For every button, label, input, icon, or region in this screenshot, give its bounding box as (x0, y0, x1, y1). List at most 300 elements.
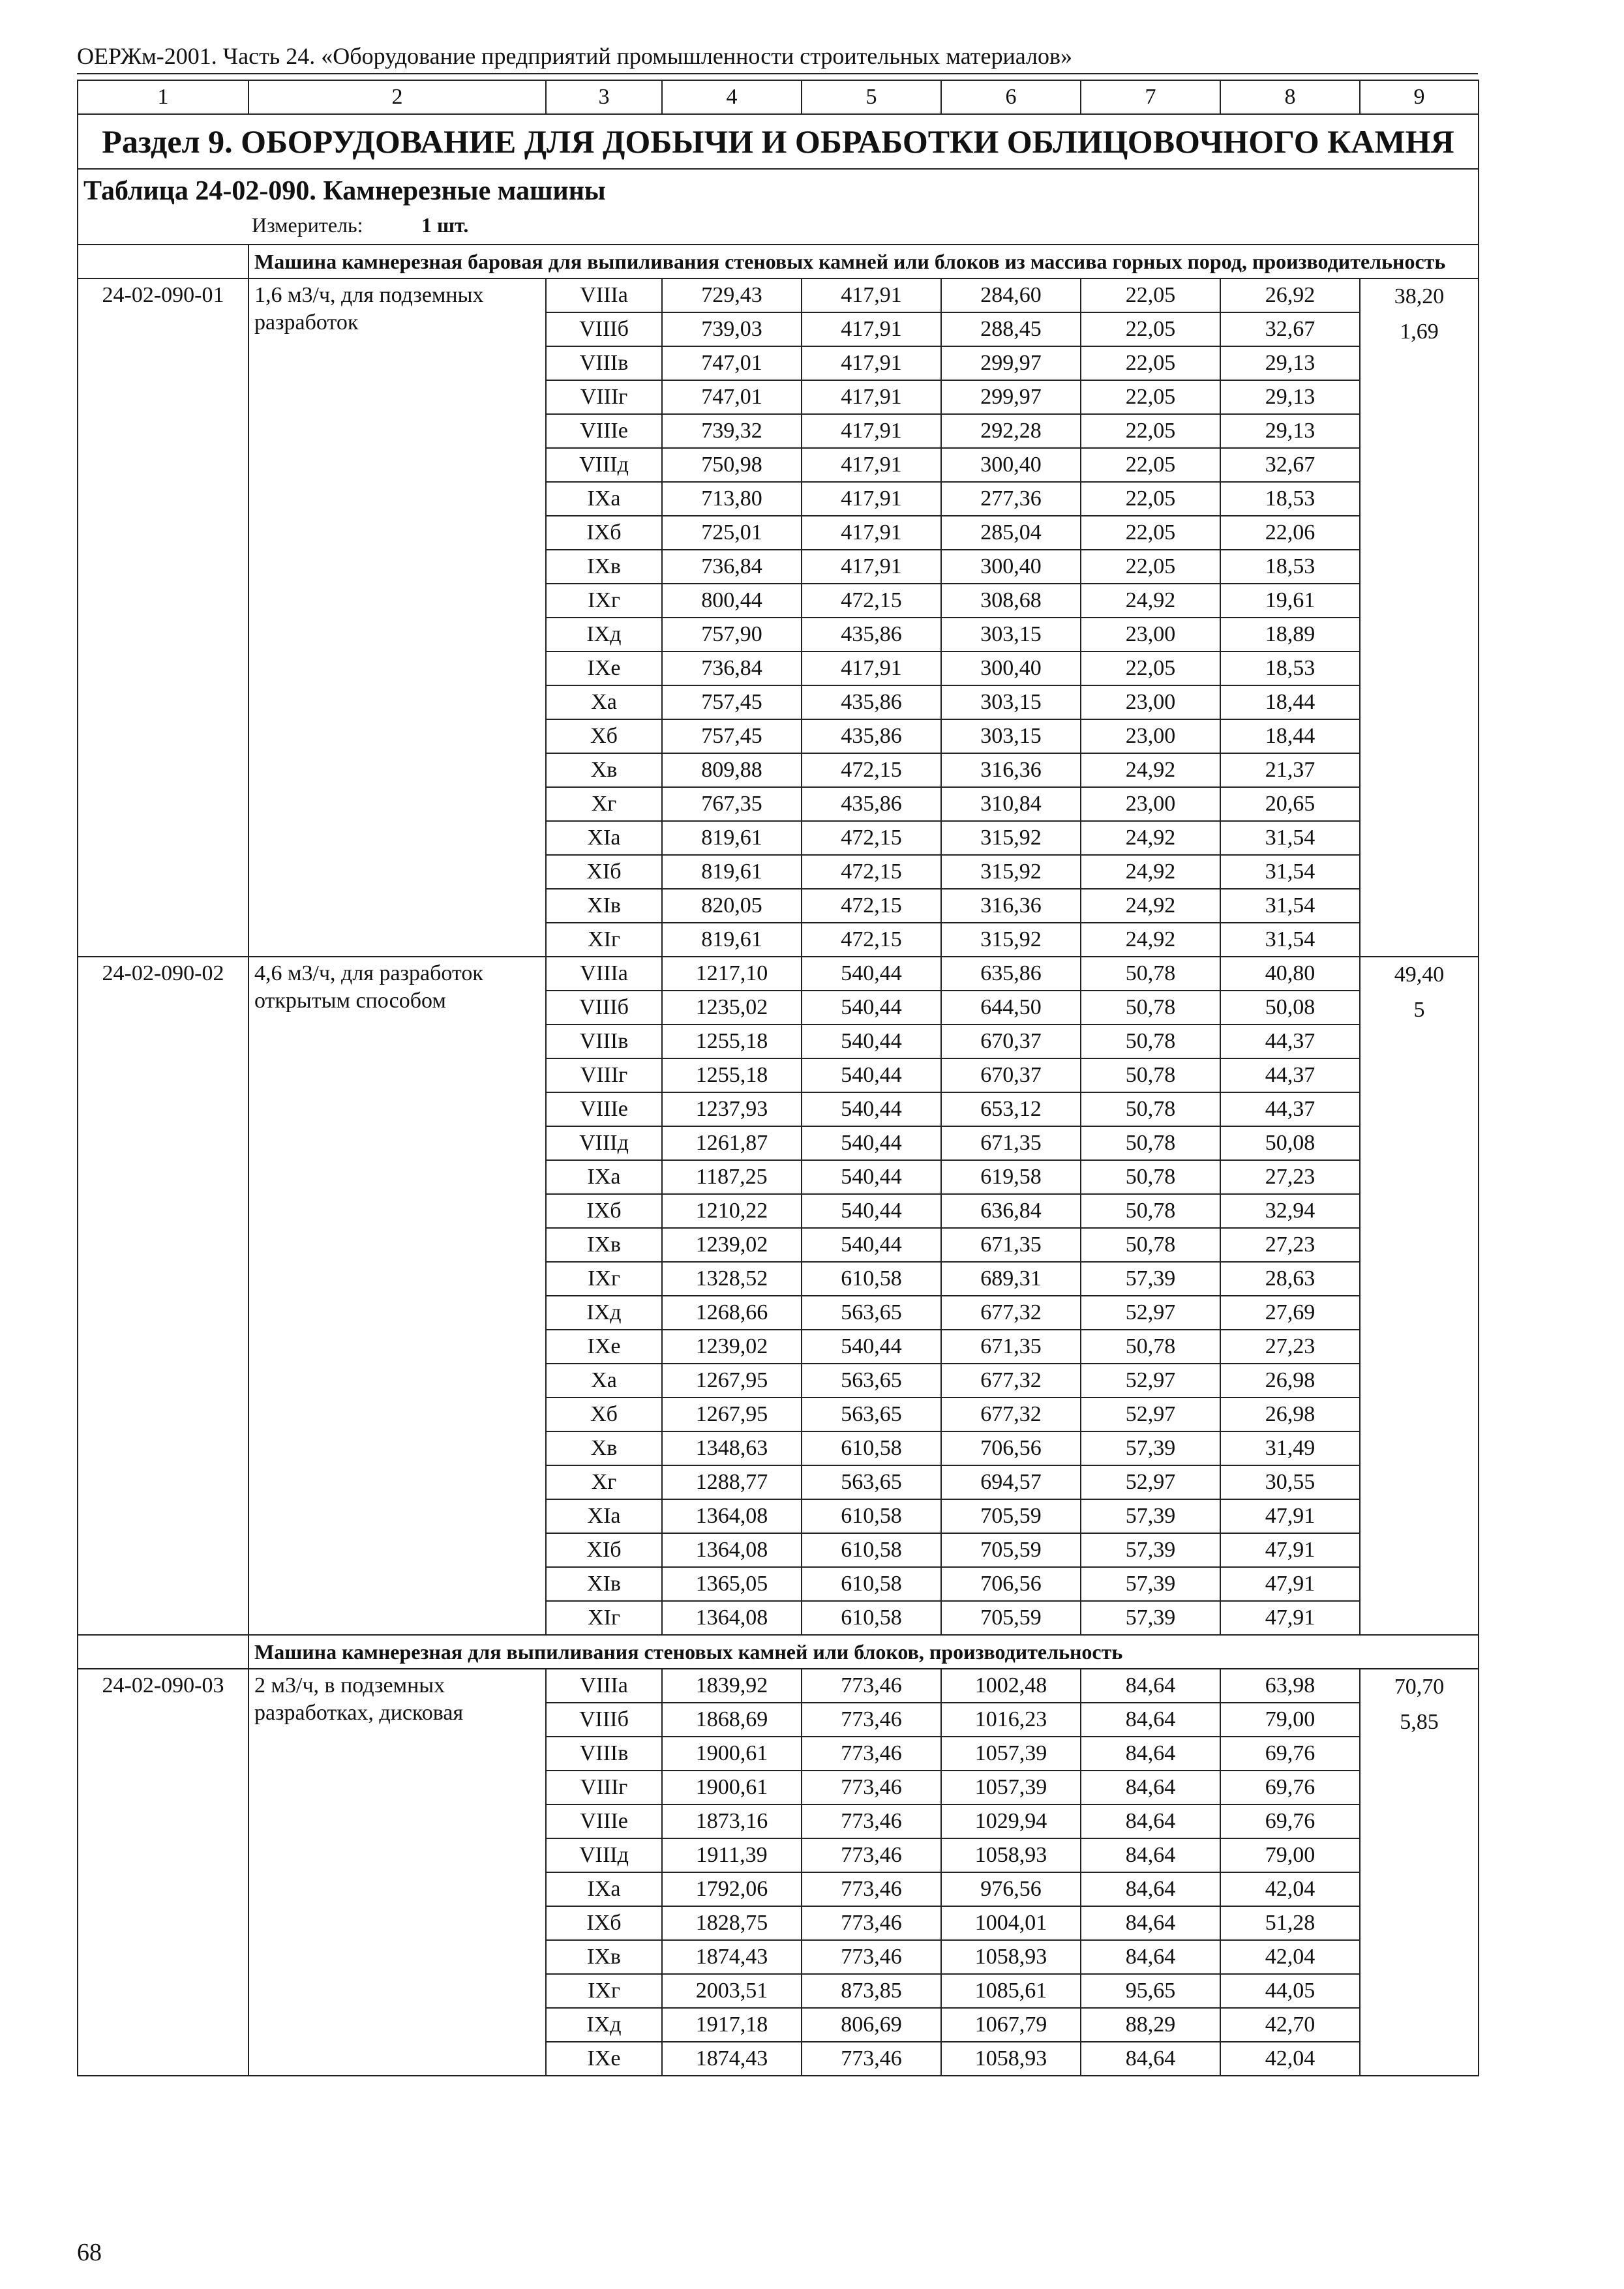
price-cell: 84,64 (1081, 1771, 1220, 1804)
price-cell: 22,05 (1081, 414, 1220, 448)
rock-category: VIIIа (546, 1669, 662, 1703)
price-cell: 44,37 (1220, 1092, 1360, 1126)
price-cell: 84,64 (1081, 1872, 1220, 1906)
price-cell: 52,97 (1081, 1398, 1220, 1431)
price-cell: 417,91 (802, 651, 941, 685)
price-cell: 20,65 (1220, 787, 1360, 821)
price-cell: 23,00 (1081, 685, 1220, 719)
rock-category: IXб (546, 1906, 662, 1940)
price-cell: 1210,22 (662, 1194, 802, 1228)
price-cell: 736,84 (662, 550, 802, 584)
table-title-row (78, 169, 1479, 210)
price-cell: 57,39 (1081, 1601, 1220, 1635)
price-cell: 69,76 (1220, 1771, 1360, 1804)
group-heading: Машина камнерезная для выпиливания стеновых камней или блоков, производительность (248, 1635, 1479, 1669)
price-cell: 1873,16 (662, 1804, 802, 1838)
price-cell: 610,58 (802, 1431, 941, 1465)
price-cell: 1911,39 (662, 1838, 802, 1872)
price-cell: 540,44 (802, 1092, 941, 1126)
price-cell: 42,04 (1220, 1872, 1360, 1906)
price-cell: 63,98 (1220, 1669, 1360, 1703)
column-9-value: 38,20 (1394, 284, 1445, 308)
rock-category: VIIIб (546, 991, 662, 1025)
price-cell: 739,32 (662, 414, 802, 448)
price-cell: 50,78 (1081, 1058, 1220, 1092)
price-cell: 540,44 (802, 1160, 941, 1194)
rock-category: IXв (546, 1940, 662, 1974)
price-cell: 739,03 (662, 312, 802, 346)
price-cell: 315,92 (941, 821, 1081, 855)
rock-category: VIIIд (546, 448, 662, 482)
price-cell: 31,54 (1220, 821, 1360, 855)
rock-category: Xг (546, 1465, 662, 1499)
price-cell: 1267,95 (662, 1364, 802, 1398)
price-cell: 47,91 (1220, 1567, 1360, 1601)
price-cell: 21,37 (1220, 753, 1360, 787)
price-cell: 677,32 (941, 1398, 1081, 1431)
price-cell: 472,15 (802, 821, 941, 855)
group-heading-row (78, 1635, 1479, 1669)
rock-category: XIв (546, 1567, 662, 1601)
price-cell: 773,46 (802, 1703, 941, 1737)
price-cell: 26,98 (1220, 1364, 1360, 1398)
price-cell: 57,39 (1081, 1262, 1220, 1296)
price-cell: 540,44 (802, 1025, 941, 1058)
rock-category: VIIIб (546, 1703, 662, 1737)
price-cell: 79,00 (1220, 1838, 1360, 1872)
item-code: 24-02-090-02 (78, 957, 248, 1635)
price-cell: 1255,18 (662, 1058, 802, 1092)
price-cell: 653,12 (941, 1092, 1081, 1126)
price-cell: 773,46 (802, 1771, 941, 1804)
rock-category: IXд (546, 2008, 662, 2042)
price-cell: 95,65 (1081, 1974, 1220, 2008)
price-cell: 24,92 (1081, 753, 1220, 787)
price-cell: 50,78 (1081, 1160, 1220, 1194)
price-cell: 976,56 (941, 1872, 1081, 1906)
price-cell: 47,91 (1220, 1499, 1360, 1533)
price-cell: 435,86 (802, 719, 941, 753)
price-cell: 540,44 (802, 957, 941, 991)
rock-category: VIIIа (546, 278, 662, 312)
rock-category: Xв (546, 1431, 662, 1465)
price-cell: 1067,79 (941, 2008, 1081, 2042)
column-number: 7 (1081, 80, 1220, 114)
price-cell: 22,05 (1081, 448, 1220, 482)
price-cell: 24,92 (1081, 584, 1220, 618)
price-cell: 300,40 (941, 651, 1081, 685)
price-cell: 308,68 (941, 584, 1081, 618)
price-cell: 50,78 (1081, 1025, 1220, 1058)
price-cell: 1917,18 (662, 2008, 802, 2042)
price-cell: 417,91 (802, 278, 941, 312)
rock-category: XIа (546, 821, 662, 855)
price-cell: 47,91 (1220, 1601, 1360, 1635)
column-9-values (1360, 957, 1479, 1635)
price-cell: 292,28 (941, 414, 1081, 448)
price-cell: 22,05 (1081, 482, 1220, 516)
rock-category: Xг (546, 787, 662, 821)
price-cell: 84,64 (1081, 1804, 1220, 1838)
rock-category: IXг (546, 1974, 662, 2008)
price-cell: 706,56 (941, 1567, 1081, 1601)
price-cell: 42,04 (1220, 2042, 1360, 2076)
price-cell: 84,64 (1081, 2042, 1220, 2076)
rock-category: VIIIд (546, 1126, 662, 1160)
rock-category: IXа (546, 1872, 662, 1906)
price-cell: 1900,61 (662, 1737, 802, 1771)
price-cell: 22,06 (1220, 516, 1360, 550)
item-description: 1,6 м3/ч, для подземных разработок (248, 278, 546, 957)
column-number: 3 (546, 80, 662, 114)
price-cell: 736,84 (662, 651, 802, 685)
item-code: 24-02-090-01 (78, 278, 248, 957)
price-cell: 1828,75 (662, 1906, 802, 1940)
price-cell: 563,65 (802, 1398, 941, 1431)
price-cell: 671,35 (941, 1126, 1081, 1160)
rock-category: VIIIд (546, 1838, 662, 1872)
rock-category: VIIIг (546, 1771, 662, 1804)
price-cell: 1085,61 (941, 1974, 1081, 2008)
rock-category: XIг (546, 923, 662, 957)
rock-category: VIIIг (546, 380, 662, 414)
price-cell: 310,84 (941, 787, 1081, 821)
price-cell: 69,76 (1220, 1737, 1360, 1771)
price-cell: 417,91 (802, 448, 941, 482)
price-cell: 288,45 (941, 312, 1081, 346)
price-cell: 50,78 (1081, 991, 1220, 1025)
item-description: 2 м3/ч, в подземных разработках, дисковая (248, 1669, 546, 2076)
price-cell: 1239,02 (662, 1330, 802, 1364)
price-cell: 1364,08 (662, 1601, 802, 1635)
price-cell: 417,91 (802, 414, 941, 448)
price-cell: 417,91 (802, 482, 941, 516)
price-cell: 31,54 (1220, 855, 1360, 889)
price-cell: 1267,95 (662, 1398, 802, 1431)
price-cell: 303,15 (941, 719, 1081, 753)
price-cell: 1364,08 (662, 1499, 802, 1533)
rock-category: IXд (546, 618, 662, 651)
meter (78, 210, 1479, 245)
price-cell: 540,44 (802, 1058, 941, 1092)
price-cell: 619,58 (941, 1160, 1081, 1194)
price-cell: 22,05 (1081, 312, 1220, 346)
price-cell: 563,65 (802, 1364, 941, 1398)
price-cell: 52,97 (1081, 1296, 1220, 1330)
price-cell: 285,04 (941, 516, 1081, 550)
column-9-value: 70,70 (1394, 1675, 1445, 1699)
price-cell: 24,92 (1081, 821, 1220, 855)
price-cell: 806,69 (802, 2008, 941, 2042)
price-cell: 24,92 (1081, 889, 1220, 923)
price-cell: 610,58 (802, 1567, 941, 1601)
column-number: 4 (662, 80, 802, 114)
price-cell: 2003,51 (662, 1974, 802, 2008)
price-cell: 18,44 (1220, 719, 1360, 753)
price-cell: 316,36 (941, 753, 1081, 787)
price-cell: 40,80 (1220, 957, 1360, 991)
price-cell: 22,05 (1081, 550, 1220, 584)
price-cell: 472,15 (802, 855, 941, 889)
price-cell: 435,86 (802, 787, 941, 821)
group-heading-row (78, 245, 1479, 278)
price-cell: 57,39 (1081, 1499, 1220, 1533)
rock-category: IXе (546, 2042, 662, 2076)
price-cell: 26,98 (1220, 1398, 1360, 1431)
price-cell: 30,55 (1220, 1465, 1360, 1499)
price-cell: 24,92 (1081, 923, 1220, 957)
header-rule (77, 73, 1478, 74)
price-cell: 57,39 (1081, 1533, 1220, 1567)
column-number: 8 (1220, 80, 1360, 114)
price-cell: 1792,06 (662, 1872, 802, 1906)
price-cell: 1365,05 (662, 1567, 802, 1601)
price-cell: 767,35 (662, 787, 802, 821)
price-cell: 820,05 (662, 889, 802, 923)
price-cell: 705,59 (941, 1533, 1081, 1567)
rock-category: VIIIв (546, 1025, 662, 1058)
price-cell: 705,59 (941, 1601, 1081, 1635)
price-cell: 1002,48 (941, 1669, 1081, 1703)
column-9-value: 49,40 (1394, 963, 1445, 987)
price-cell: 29,13 (1220, 380, 1360, 414)
price-cell: 1288,77 (662, 1465, 802, 1499)
price-cell: 670,37 (941, 1025, 1081, 1058)
price-cell: 50,78 (1081, 957, 1220, 991)
price-cell: 705,59 (941, 1499, 1081, 1533)
section-title-row (78, 114, 1479, 169)
price-cell: 800,44 (662, 584, 802, 618)
price-cell: 694,57 (941, 1465, 1081, 1499)
rates-table (77, 80, 1479, 2076)
meter-row (78, 210, 1479, 245)
price-cell: 299,97 (941, 346, 1081, 380)
price-cell: 671,35 (941, 1330, 1081, 1364)
price-cell: 31,54 (1220, 923, 1360, 957)
rock-category: IXв (546, 1228, 662, 1262)
price-cell: 44,37 (1220, 1058, 1360, 1092)
price-cell: 29,13 (1220, 414, 1360, 448)
price-cell: 50,78 (1081, 1126, 1220, 1160)
price-cell: 42,04 (1220, 1940, 1360, 1974)
blank-cell (78, 1635, 248, 1669)
price-cell: 563,65 (802, 1465, 941, 1499)
price-cell: 1058,93 (941, 1838, 1081, 1872)
rock-category: XIб (546, 855, 662, 889)
price-cell: 1255,18 (662, 1025, 802, 1058)
price-cell: 27,23 (1220, 1330, 1360, 1364)
price-cell: 671,35 (941, 1228, 1081, 1262)
rock-category: IXб (546, 516, 662, 550)
price-cell: 31,54 (1220, 889, 1360, 923)
price-cell: 435,86 (802, 618, 941, 651)
price-cell: 636,84 (941, 1194, 1081, 1228)
price-cell: 1874,43 (662, 2042, 802, 2076)
price-cell: 88,29 (1081, 2008, 1220, 2042)
price-cell: 706,56 (941, 1431, 1081, 1465)
column-9-value: 5 (1413, 998, 1425, 1022)
price-cell: 18,53 (1220, 550, 1360, 584)
price-cell: 1874,43 (662, 1940, 802, 1974)
price-cell: 300,40 (941, 550, 1081, 584)
group-heading: Машина камнерезная баровая для выпиливания стеновых камней или блоков из массива горных пород, производительность (248, 245, 1479, 278)
price-cell: 24,92 (1081, 855, 1220, 889)
price-cell: 1235,02 (662, 991, 802, 1025)
price-cell: 472,15 (802, 889, 941, 923)
price-cell: 315,92 (941, 855, 1081, 889)
price-cell: 417,91 (802, 346, 941, 380)
price-cell: 50,08 (1220, 991, 1360, 1025)
price-cell: 50,78 (1081, 1228, 1220, 1262)
price-cell: 1217,10 (662, 957, 802, 991)
price-cell: 18,53 (1220, 651, 1360, 685)
price-cell: 725,01 (662, 516, 802, 550)
column-number: 5 (802, 80, 941, 114)
price-cell: 540,44 (802, 1228, 941, 1262)
price-cell: 27,23 (1220, 1160, 1360, 1194)
price-cell: 713,80 (662, 482, 802, 516)
price-cell: 315,92 (941, 923, 1081, 957)
price-cell: 84,64 (1081, 1838, 1220, 1872)
price-cell: 1261,87 (662, 1126, 802, 1160)
price-cell: 29,13 (1220, 346, 1360, 380)
price-cell: 303,15 (941, 618, 1081, 651)
page-header: ОЕРЖм-2001. Часть 24. «Оборудование предприятий промышленности строительных материалов» (77, 43, 1073, 69)
price-cell: 873,85 (802, 1974, 941, 2008)
rock-category: VIIIг (546, 1058, 662, 1092)
price-cell: 773,46 (802, 1737, 941, 1771)
price-cell: 1057,39 (941, 1737, 1081, 1771)
rock-category: XIг (546, 1601, 662, 1635)
rock-category: VIIIб (546, 312, 662, 346)
price-cell: 22,05 (1081, 278, 1220, 312)
price-cell: 417,91 (802, 380, 941, 414)
rock-category: IXг (546, 584, 662, 618)
meter-label: Измеритель: (252, 213, 363, 237)
price-cell: 689,31 (941, 1262, 1081, 1296)
price-cell: 44,05 (1220, 1974, 1360, 2008)
price-cell: 1058,93 (941, 1940, 1081, 1974)
price-cell: 27,69 (1220, 1296, 1360, 1330)
price-cell: 50,78 (1081, 1330, 1220, 1364)
column-9-value: 5,85 (1400, 1710, 1439, 1734)
price-cell: 1900,61 (662, 1771, 802, 1804)
price-cell: 22,05 (1081, 516, 1220, 550)
price-cell: 27,23 (1220, 1228, 1360, 1262)
price-cell: 47,91 (1220, 1533, 1360, 1567)
price-cell: 773,46 (802, 1669, 941, 1703)
price-cell: 22,05 (1081, 346, 1220, 380)
rock-category: VIIIе (546, 414, 662, 448)
meter-unit: 1 шт. (421, 213, 469, 237)
price-cell: 773,46 (802, 1838, 941, 1872)
rock-category: XIв (546, 889, 662, 923)
rock-category: Xб (546, 719, 662, 753)
rock-category: IXд (546, 1296, 662, 1330)
price-cell: 22,05 (1081, 651, 1220, 685)
price-cell: 19,61 (1220, 584, 1360, 618)
price-cell: 23,00 (1081, 719, 1220, 753)
page-number: 68 (77, 2239, 102, 2266)
price-cell: 1268,66 (662, 1296, 802, 1330)
price-cell: 32,67 (1220, 448, 1360, 482)
rock-category: VIIIе (546, 1092, 662, 1126)
price-cell: 472,15 (802, 923, 941, 957)
price-cell: 84,64 (1081, 1669, 1220, 1703)
price-cell: 757,90 (662, 618, 802, 651)
price-cell: 26,92 (1220, 278, 1360, 312)
price-cell: 757,45 (662, 685, 802, 719)
price-cell: 472,15 (802, 584, 941, 618)
price-cell: 747,01 (662, 380, 802, 414)
price-cell: 809,88 (662, 753, 802, 787)
price-cell: 747,01 (662, 346, 802, 380)
price-cell: 773,46 (802, 2042, 941, 2076)
price-cell: 417,91 (802, 550, 941, 584)
price-cell: 69,76 (1220, 1804, 1360, 1838)
table-row (78, 1669, 1479, 1703)
rock-category: Xв (546, 753, 662, 787)
price-cell: 57,39 (1081, 1567, 1220, 1601)
price-cell: 284,60 (941, 278, 1081, 312)
price-cell: 1057,39 (941, 1771, 1081, 1804)
price-cell: 610,58 (802, 1533, 941, 1567)
price-cell: 32,67 (1220, 312, 1360, 346)
table-title: Таблица 24-02-090. Камнерезные машины (78, 169, 1479, 210)
price-cell: 1364,08 (662, 1533, 802, 1567)
column-9-values (1360, 278, 1479, 957)
rock-category: Xа (546, 685, 662, 719)
column-number: 6 (941, 80, 1081, 114)
price-cell: 610,58 (802, 1262, 941, 1296)
price-cell: 50,78 (1081, 1092, 1220, 1126)
price-cell: 31,49 (1220, 1431, 1360, 1465)
price-cell: 23,00 (1081, 618, 1220, 651)
column-number-row (78, 80, 1479, 114)
rock-category: Xа (546, 1364, 662, 1398)
price-cell: 52,97 (1081, 1465, 1220, 1499)
rock-category: IXа (546, 1160, 662, 1194)
price-cell: 670,37 (941, 1058, 1081, 1092)
price-cell: 299,97 (941, 380, 1081, 414)
column-9-values (1360, 1669, 1479, 2076)
price-cell: 1029,94 (941, 1804, 1081, 1838)
blank-cell (78, 245, 248, 278)
table-row (78, 278, 1479, 312)
item-description: 4,6 м3/ч, для разработок открытым способом (248, 957, 546, 1635)
price-cell: 540,44 (802, 1126, 941, 1160)
price-cell: 84,64 (1081, 1940, 1220, 1974)
price-cell: 42,70 (1220, 2008, 1360, 2042)
price-cell: 50,78 (1081, 1194, 1220, 1228)
rock-category: IXе (546, 1330, 662, 1364)
price-cell: 610,58 (802, 1499, 941, 1533)
price-cell: 644,50 (941, 991, 1081, 1025)
price-cell: 18,89 (1220, 618, 1360, 651)
price-cell: 18,53 (1220, 482, 1360, 516)
rock-category: XIб (546, 1533, 662, 1567)
price-cell: 277,36 (941, 482, 1081, 516)
price-cell: 57,39 (1081, 1431, 1220, 1465)
price-cell: 773,46 (802, 1872, 941, 1906)
price-cell: 1058,93 (941, 2042, 1081, 2076)
price-cell: 303,15 (941, 685, 1081, 719)
item-code: 24-02-090-03 (78, 1669, 248, 2076)
price-cell: 1016,23 (941, 1703, 1081, 1737)
price-cell: 84,64 (1081, 1703, 1220, 1737)
column-9-value: 1,69 (1400, 320, 1439, 344)
price-cell: 1868,69 (662, 1703, 802, 1737)
